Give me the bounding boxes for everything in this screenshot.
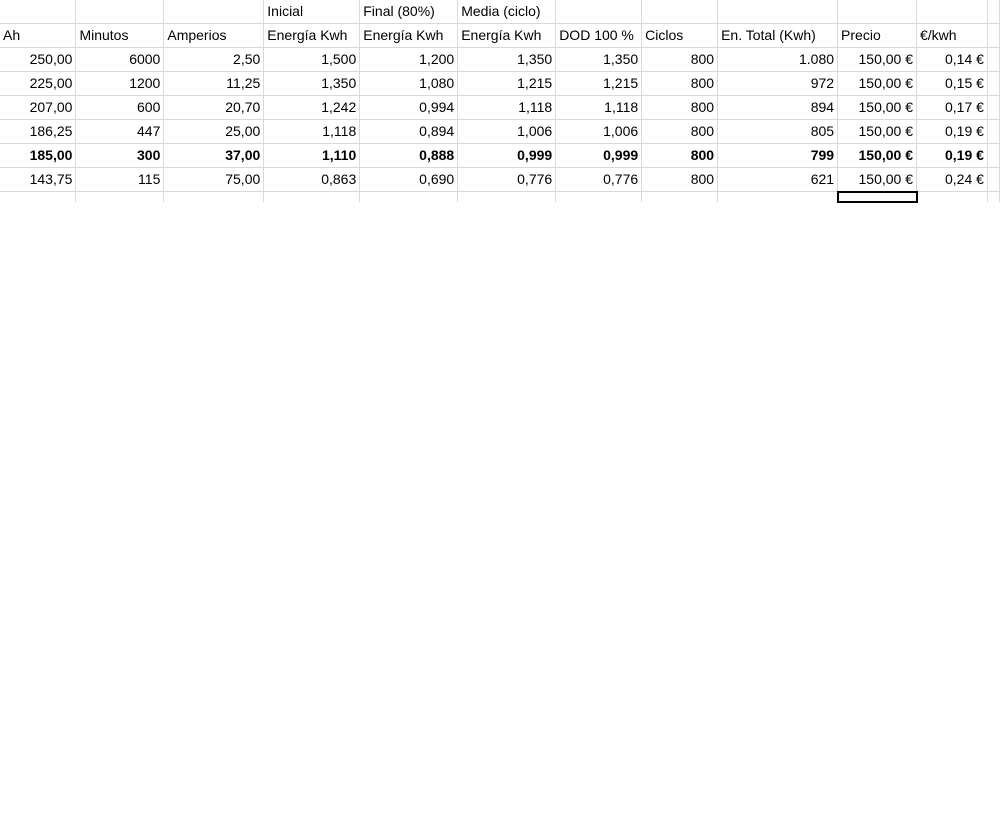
cell-energia-inicial[interactable]: 1,500 <box>264 48 360 72</box>
cell-dod[interactable]: 1,215 <box>556 72 642 96</box>
cell-energia-media[interactable] <box>458 192 556 202</box>
cell-amperios[interactable]: 37,00 <box>164 144 264 168</box>
cell-energia-media[interactable]: 1,006 <box>458 120 556 144</box>
cell-en-total[interactable] <box>718 0 838 24</box>
cell-amperios[interactable]: 11,25 <box>164 72 264 96</box>
cell-dod[interactable]: DOD 100 % <box>556 24 642 48</box>
cell-amperios[interactable]: 25,00 <box>164 120 264 144</box>
cell-ciclos[interactable]: 800 <box>642 48 718 72</box>
cell-en-total[interactable]: 621 <box>718 168 838 192</box>
cell-amperios[interactable]: 20,70 <box>164 96 264 120</box>
cell-en-total[interactable] <box>718 192 838 202</box>
header-row-columns <box>0 24 1000 48</box>
cell-ciclos[interactable]: 800 <box>642 144 718 168</box>
table-row <box>0 48 1000 72</box>
empty-cell[interactable] <box>987 144 999 168</box>
cell-ciclos[interactable]: 800 <box>642 120 718 144</box>
cell-ah[interactable] <box>0 192 76 202</box>
cell-eur-kwh[interactable] <box>917 192 988 202</box>
cell-ciclos[interactable] <box>642 192 718 202</box>
cell-energia-final[interactable]: 0,888 <box>360 144 458 168</box>
cell-amperios[interactable]: Amperios <box>164 24 264 48</box>
cell-dod[interactable] <box>556 192 642 202</box>
cell-energia-media[interactable]: 1,350 <box>458 48 556 72</box>
cell-minutos[interactable]: 300 <box>76 144 164 168</box>
cell-amperios[interactable]: 2,50 <box>164 48 264 72</box>
cell-minutos[interactable] <box>76 192 164 202</box>
cell-minutos[interactable]: Minutos <box>76 24 164 48</box>
cell-amperios[interactable]: 75,00 <box>164 168 264 192</box>
empty-cell[interactable] <box>987 168 999 192</box>
cell-eur-kwh[interactable]: 0,19 € <box>917 120 988 144</box>
cell-amperios[interactable] <box>164 0 264 24</box>
cell-minutos[interactable]: 6000 <box>76 48 164 72</box>
cell-ah[interactable]: Ah <box>0 24 76 48</box>
cell-minutos[interactable] <box>76 0 164 24</box>
cell-minutos[interactable]: 1200 <box>76 72 164 96</box>
cell-eur-kwh[interactable]: 0,17 € <box>917 96 988 120</box>
cell-en-total[interactable]: En. Total (Kwh) <box>718 24 838 48</box>
cell-precio[interactable]: Precio <box>838 24 917 48</box>
cell-energia-final[interactable]: 1,200 <box>360 48 458 72</box>
cell-ciclos[interactable]: 800 <box>642 96 718 120</box>
cell-eur-kwh[interactable]: 0,15 € <box>917 72 988 96</box>
cell-ah[interactable]: 185,00 <box>0 144 76 168</box>
cell-energia-final[interactable]: 0,690 <box>360 168 458 192</box>
table-row <box>0 144 1000 168</box>
cell-precio[interactable]: 150,00 € <box>838 168 917 192</box>
cell-eur-kwh[interactable] <box>917 0 988 24</box>
cell-precio[interactable]: 150,00 € <box>838 144 917 168</box>
spreadsheet-grid <box>0 0 1000 202</box>
table-row <box>0 120 1000 144</box>
cell-ah[interactable]: 143,75 <box>0 168 76 192</box>
empty-cell[interactable] <box>987 48 999 72</box>
cell-dod[interactable]: 1,350 <box>556 48 642 72</box>
cell-dod[interactable]: 0,999 <box>556 144 642 168</box>
cell-eur-kwh[interactable]: 0,14 € <box>917 48 988 72</box>
cell-eur-kwh[interactable]: €/kwh <box>917 24 988 48</box>
cell-ciclos[interactable]: Ciclos <box>642 24 718 48</box>
cell-energia-inicial[interactable]: Energía Kwh <box>264 24 360 48</box>
cell-ah[interactable]: 207,00 <box>0 96 76 120</box>
empty-cell[interactable] <box>987 96 999 120</box>
cell-minutos[interactable]: 600 <box>76 96 164 120</box>
cell-energia-media[interactable]: 1,118 <box>458 96 556 120</box>
cell-energia-inicial[interactable]: 1,118 <box>264 120 360 144</box>
cell-ah[interactable] <box>0 0 76 24</box>
cell-minutos[interactable]: 447 <box>76 120 164 144</box>
cell-energia-inicial[interactable]: 1,110 <box>264 144 360 168</box>
empty-cell[interactable] <box>987 24 999 48</box>
cell-en-total[interactable]: 1.080 <box>718 48 838 72</box>
cell-amperios[interactable] <box>164 192 264 202</box>
cell-en-total[interactable]: 805 <box>718 120 838 144</box>
cell-dod[interactable]: 1,006 <box>556 120 642 144</box>
cell-energia-inicial[interactable]: 1,242 <box>264 96 360 120</box>
cell-dod[interactable]: 1,118 <box>556 96 642 120</box>
empty-cell[interactable] <box>987 120 999 144</box>
cell-ah[interactable]: 186,25 <box>0 120 76 144</box>
cell-energia-inicial[interactable]: 1,350 <box>264 72 360 96</box>
cell-precio[interactable] <box>838 0 917 24</box>
selected-cell[interactable] <box>838 192 917 202</box>
cell-ah[interactable]: 225,00 <box>0 72 76 96</box>
cell-precio[interactable]: 150,00 € <box>838 96 917 120</box>
empty-cell[interactable] <box>987 192 999 202</box>
cell-dod[interactable] <box>556 0 642 24</box>
cell-ah[interactable]: 250,00 <box>0 48 76 72</box>
cell-dod[interactable]: 0,776 <box>556 168 642 192</box>
cell-energia-final[interactable]: Final (80%) <box>360 0 458 24</box>
cell-energia-media[interactable]: Energía Kwh <box>458 24 556 48</box>
cell-eur-kwh[interactable]: 0,19 € <box>917 144 988 168</box>
cell-precio[interactable]: 150,00 € <box>838 72 917 96</box>
cell-energia-media[interactable]: 1,215 <box>458 72 556 96</box>
header-row-group <box>0 0 1000 24</box>
cell-energia-final[interactable]: 0,894 <box>360 120 458 144</box>
cell-minutos[interactable]: 115 <box>76 168 164 192</box>
table-row <box>0 96 1000 120</box>
table-row <box>0 168 1000 192</box>
cell-energia-media[interactable]: Media (ciclo) <box>458 0 556 24</box>
empty-cell[interactable] <box>987 72 999 96</box>
cell-eur-kwh[interactable]: 0,24 € <box>917 168 988 192</box>
cell-ciclos[interactable]: 800 <box>642 168 718 192</box>
cell-ciclos[interactable]: 800 <box>642 72 718 96</box>
cell-energia-media[interactable]: 0,776 <box>458 168 556 192</box>
cell-ciclos[interactable] <box>642 0 718 24</box>
cell-energia-media[interactable]: 0,999 <box>458 144 556 168</box>
cell-energia-inicial[interactable] <box>264 192 360 202</box>
cell-energia-inicial[interactable]: Inicial <box>264 0 360 24</box>
cell-precio[interactable]: 150,00 € <box>838 48 917 72</box>
cell-energia-final[interactable]: 1,080 <box>360 72 458 96</box>
table-row <box>0 72 1000 96</box>
empty-cell[interactable] <box>987 0 999 24</box>
cell-en-total[interactable]: 799 <box>718 144 838 168</box>
cell-energia-final[interactable] <box>360 192 458 202</box>
cell-en-total[interactable]: 894 <box>718 96 838 120</box>
cell-precio[interactable]: 150,00 € <box>838 120 917 144</box>
cell-energia-final[interactable]: Energía Kwh <box>360 24 458 48</box>
cell-energia-final[interactable]: 0,994 <box>360 96 458 120</box>
cell-energia-inicial[interactable]: 0,863 <box>264 168 360 192</box>
empty-row <box>0 192 1000 202</box>
cell-en-total[interactable]: 972 <box>718 72 838 96</box>
